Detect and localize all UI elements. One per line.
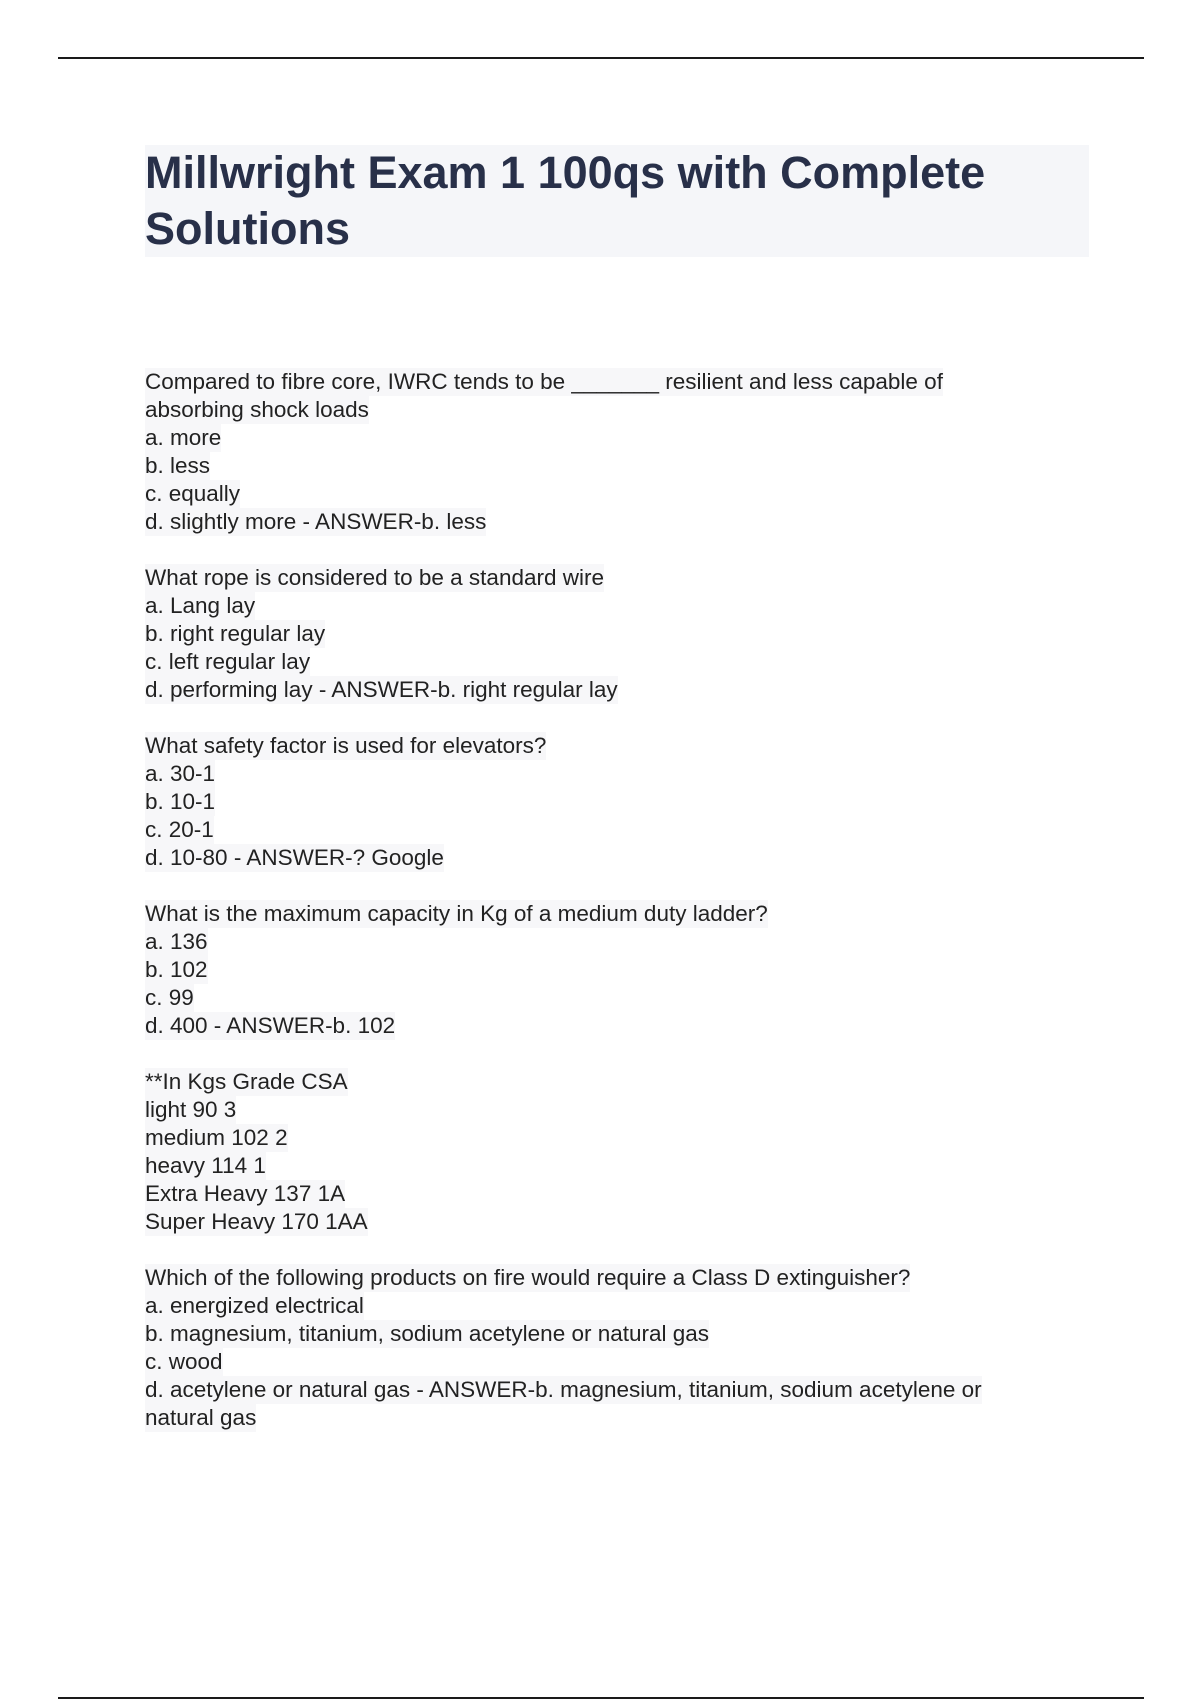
answer-option: b. 10-1	[145, 789, 216, 814]
header-rule	[58, 57, 1144, 59]
answer-option: a. Lang lay	[145, 593, 256, 618]
answer-option: b. right regular lay	[145, 621, 326, 646]
answer-option: c. 20-1	[145, 817, 214, 842]
note-block	[145, 1068, 1095, 1236]
answer-option: b. less	[145, 453, 211, 478]
answer-option-with-solution: d. 10-80 - ANSWER-? Google	[145, 845, 444, 870]
answer-option-with-solution: d. acetylene or natural gas - ANSWER-b. magnesium, titanium, sodium acetylene or	[145, 1377, 982, 1402]
answer-option: c. wood	[145, 1349, 223, 1374]
note-line: heavy 114 1	[145, 1153, 266, 1178]
answer-option: a. more	[145, 425, 222, 450]
question-text: What safety factor is used for elevators?	[145, 733, 547, 758]
question-block	[145, 368, 1095, 536]
question-list	[145, 368, 1095, 1460]
answer-option: c. equally	[145, 481, 241, 506]
answer-option: a. 136	[145, 929, 208, 954]
question-block	[145, 732, 1095, 872]
question-block	[145, 900, 1095, 1040]
document-title: Millwright Exam 1 100qs with Complete Solutions	[145, 147, 986, 254]
title-box	[145, 145, 1089, 257]
note-line: Extra Heavy 137 1A	[145, 1181, 346, 1206]
answer-option: b. magnesium, titanium, sodium acetylene or natural gas	[145, 1321, 710, 1346]
question-text: What rope is considered to be a standard wire	[145, 565, 604, 590]
answer-option: c. left regular lay	[145, 649, 311, 674]
answer-option: a. energized electrical	[145, 1293, 364, 1318]
question-text: absorbing shock loads	[145, 397, 369, 422]
answer-option-with-solution: d. 400 - ANSWER-b. 102	[145, 1013, 396, 1038]
answer-option: c. 99	[145, 985, 194, 1010]
footer-rule	[58, 1697, 1144, 1699]
question-text: What is the maximum capacity in Kg of a medium duty ladder?	[145, 901, 768, 926]
note-heading: **In Kgs Grade CSA	[145, 1069, 348, 1094]
answer-option-with-solution: natural gas	[145, 1405, 257, 1430]
question-text: Compared to fibre core, IWRC tends to be _______ resilient and less capable of	[145, 369, 943, 394]
note-line: light 90 3	[145, 1097, 237, 1122]
answer-option-with-solution: d. slightly more - ANSWER-b. less	[145, 509, 487, 534]
note-line: medium 102 2	[145, 1125, 288, 1150]
answer-option: b. 102	[145, 957, 208, 982]
answer-option-with-solution: d. performing lay - ANSWER-b. right regular lay	[145, 677, 618, 702]
question-block	[145, 1264, 1095, 1432]
note-line: Super Heavy 170 1AA	[145, 1209, 368, 1234]
answer-option: a. 30-1	[145, 761, 216, 786]
question-text: Which of the following products on fire would require a Class D extinguisher?	[145, 1265, 911, 1290]
question-block	[145, 564, 1095, 704]
